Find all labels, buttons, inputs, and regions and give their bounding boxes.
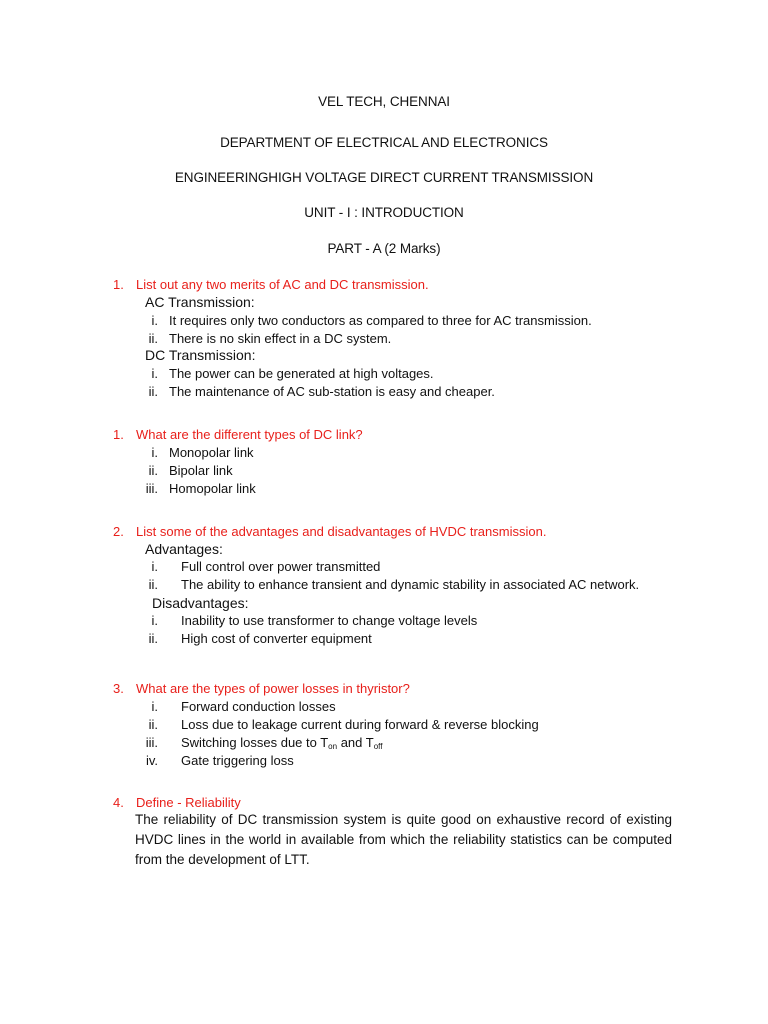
question-number: 1.	[113, 277, 124, 292]
item-number: i.	[151, 699, 158, 714]
list-item: Homopolar link	[169, 481, 256, 496]
item-number: ii.	[148, 577, 158, 592]
department-title: DEPARTMENT OF ELECTRICAL AND ELECTRONICS	[220, 135, 548, 150]
list-item: Full control over power transmitted	[181, 559, 381, 574]
list-item	[181, 735, 382, 751]
list-item: The maintenance of AC sub-station is easy and cheaper.	[169, 384, 495, 399]
list-item: Loss due to leakage current during forward & reverse blocking	[181, 717, 539, 732]
list-item: Inability to use transformer to change voltage levels	[181, 613, 478, 628]
question-text: What are the types of power losses in thyristor?	[136, 681, 410, 696]
question-text: List some of the advantages and disadvantages of HVDC transmission.	[136, 524, 547, 539]
item-number: iii.	[145, 481, 158, 496]
list-item: Bipolar link	[169, 463, 233, 478]
course-title: ENGINEERINGHIGH VOLTAGE DIRECT CURRENT TRANSMISSION	[174, 170, 594, 185]
part-title: PART - A (2 Marks)	[327, 241, 441, 256]
list-item: High cost of converter equipment	[181, 631, 372, 646]
item-number: i.	[151, 313, 158, 328]
item-number: ii.	[148, 463, 158, 478]
dc-heading: DC Transmission:	[145, 347, 256, 363]
item-number: i.	[151, 559, 158, 574]
item-number: ii.	[148, 331, 158, 346]
list-item: Monopolar link	[169, 445, 254, 460]
item-number: i.	[151, 445, 158, 460]
institution-title: VEL TECH, CHENNAI	[318, 94, 450, 109]
item-number: iii.	[145, 735, 158, 750]
question-number: 3.	[113, 681, 124, 696]
list-item: It requires only two conductors as compared to three for AC transmission.	[169, 313, 592, 328]
item-number: ii.	[148, 631, 158, 646]
list-item: Gate triggering loss	[181, 753, 294, 768]
list-item: The power can be generated at high voltages.	[169, 366, 434, 381]
list-item: There is no skin effect in a DC system.	[169, 331, 392, 346]
item-text: and T	[337, 735, 374, 750]
unit-title: UNIT - I : INTRODUCTION	[304, 205, 464, 220]
question-text: Define - Reliability	[136, 795, 241, 810]
question-number: 4.	[113, 795, 124, 810]
subscript-on: on	[328, 742, 338, 751]
advantages-heading: Advantages:	[145, 541, 223, 557]
question-number: 1.	[113, 427, 124, 442]
item-text: Switching losses due to T	[181, 735, 329, 750]
question-number: 2.	[113, 524, 124, 539]
list-item: The ability to enhance transient and dynamic stability in associated AC network.	[181, 577, 640, 592]
question-text: List out any two merits of AC and DC transmission.	[136, 277, 429, 292]
subscript-off: off	[373, 742, 383, 751]
item-number: iv.	[145, 753, 158, 768]
question-text: What are the different types of DC link?	[136, 427, 363, 442]
list-item: Forward conduction losses	[181, 699, 336, 714]
item-number: ii.	[148, 717, 158, 732]
disadvantages-heading: Disadvantages:	[152, 595, 249, 611]
answer-paragraph: The reliability of DC transmission system is quite good on exhaustive record of existing HVDC lines in the world in available from which the reliability statistics can be computed from the development of LTT.	[135, 812, 672, 867]
ac-heading: AC Transmission:	[145, 294, 255, 310]
item-number: ii.	[148, 384, 158, 399]
item-number: i.	[151, 613, 158, 628]
item-number: i.	[151, 366, 158, 381]
